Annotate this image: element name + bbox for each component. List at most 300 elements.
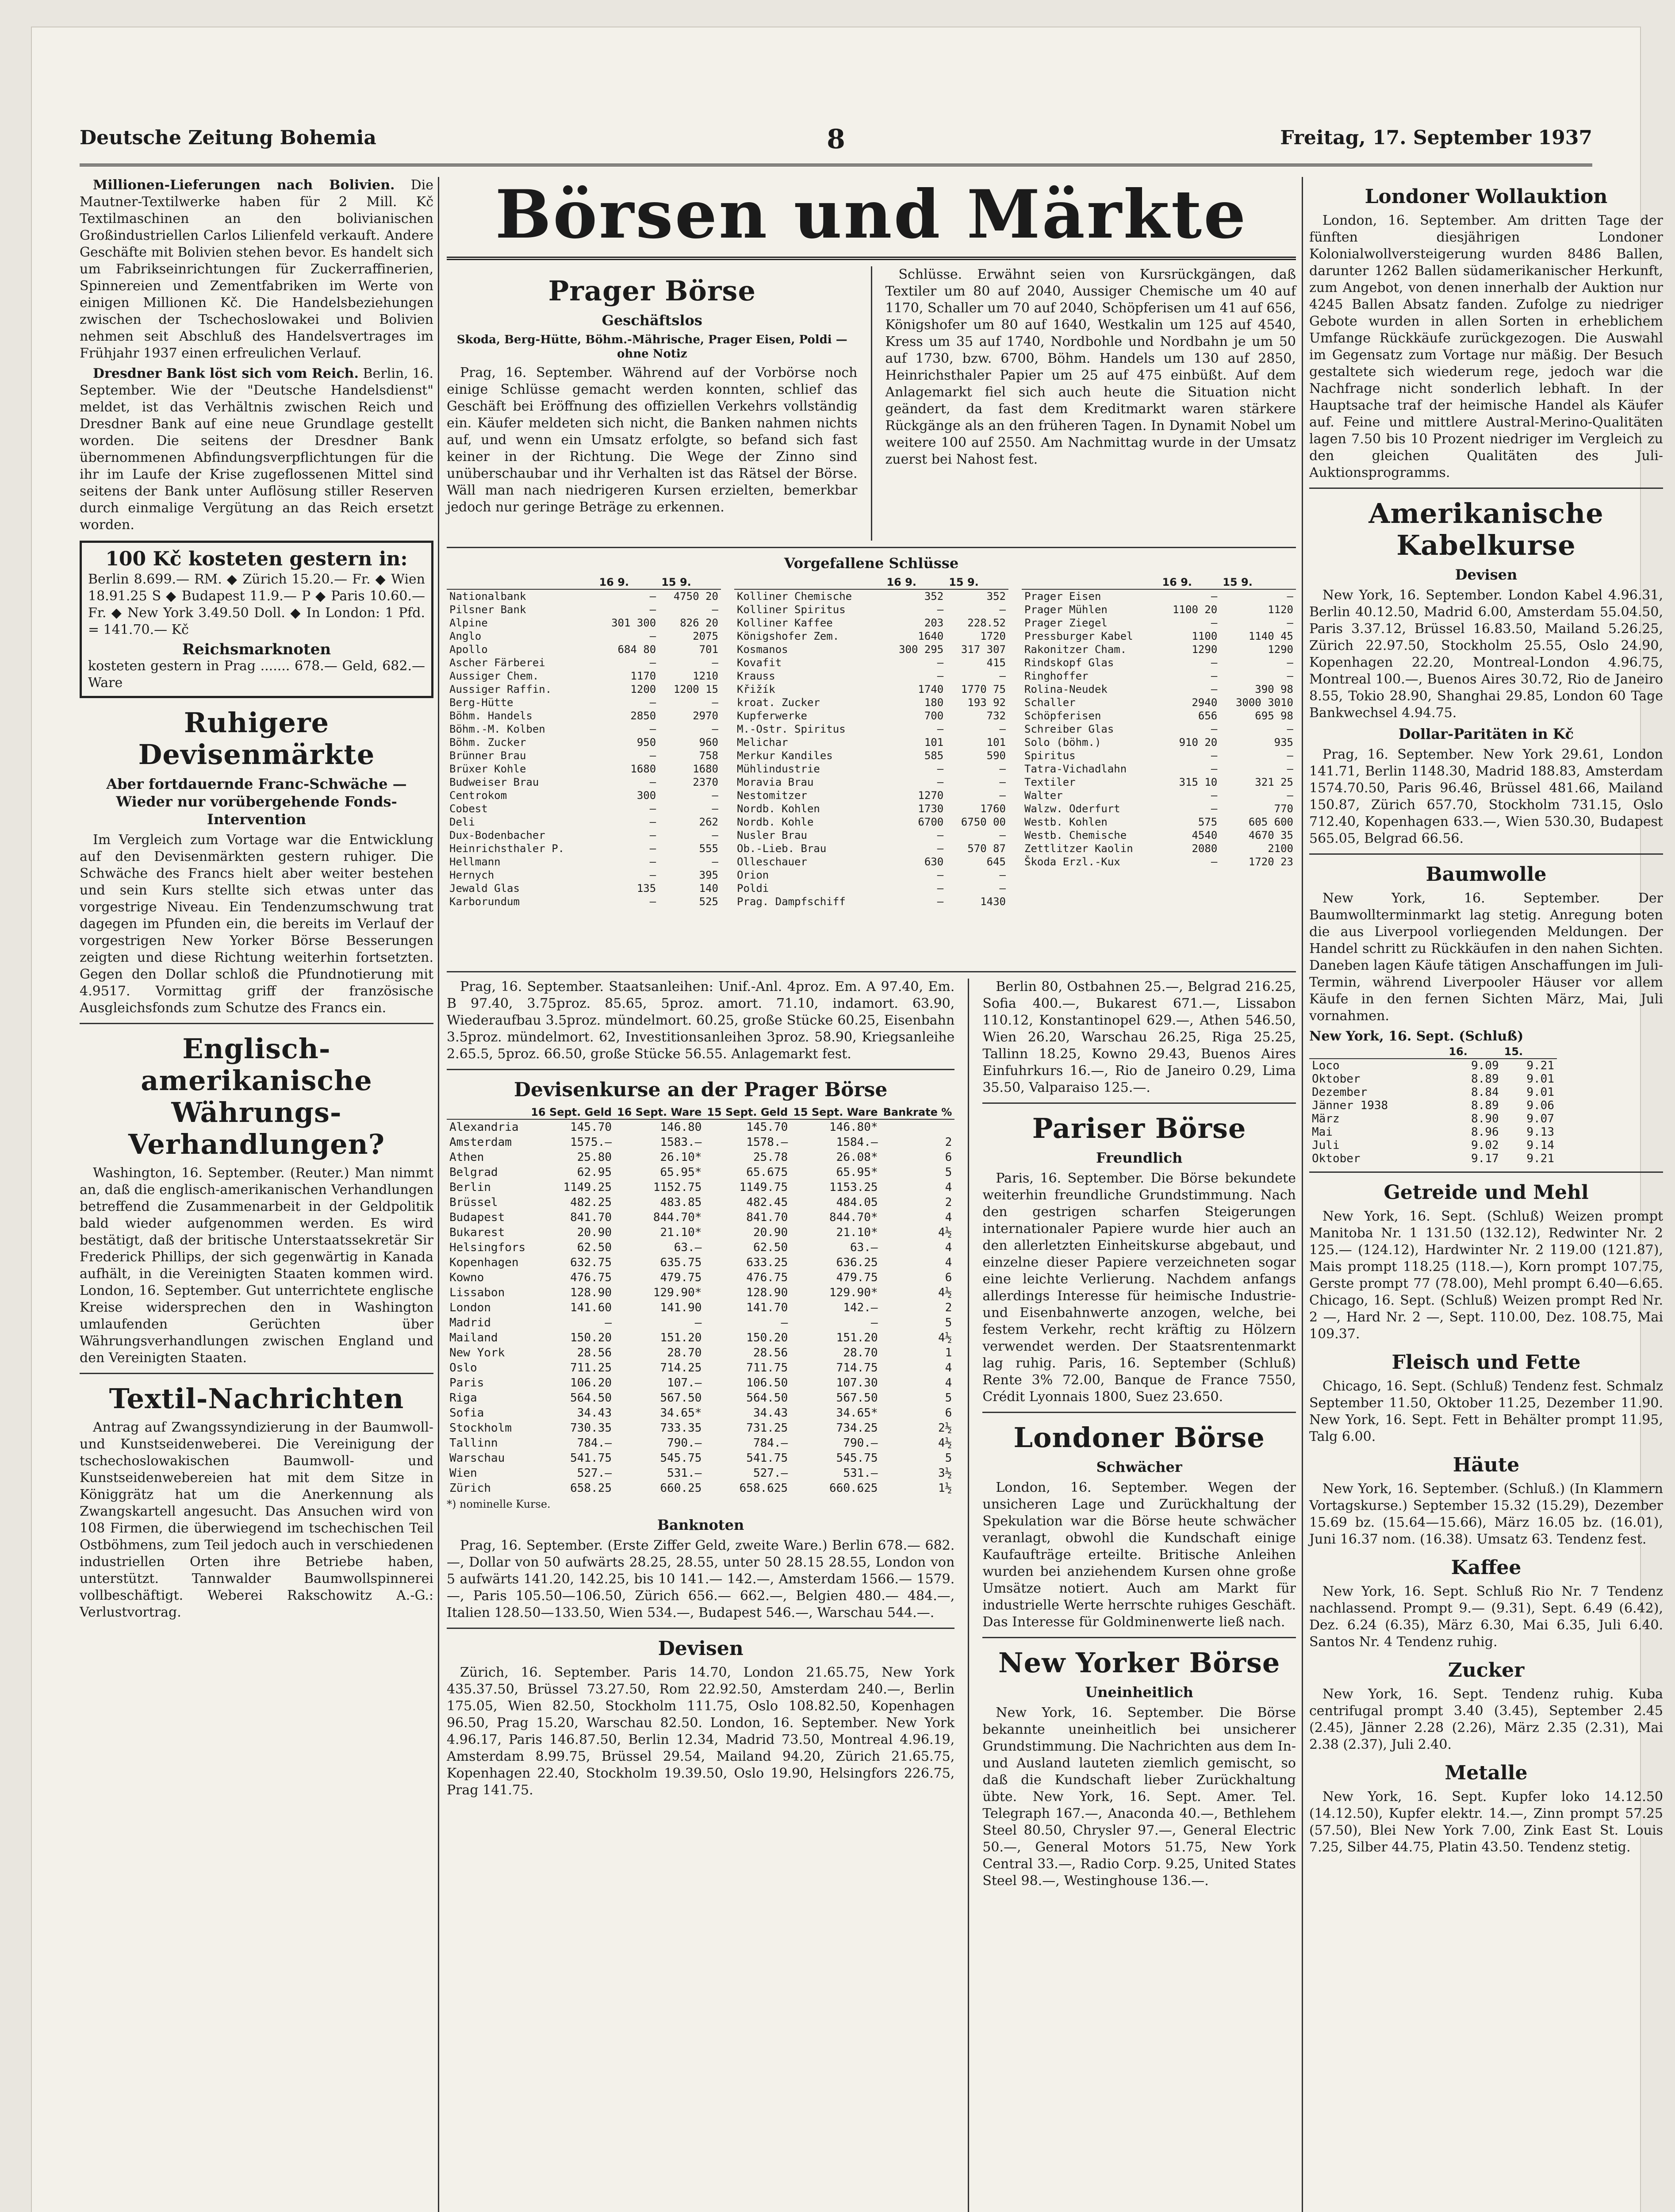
table-cell-value: 1680 <box>693 763 718 775</box>
closings-row <box>447 696 721 709</box>
table-cell-value: — <box>605 1316 612 1329</box>
closings-row <box>734 696 1008 709</box>
table-cell-value: 711.75 <box>746 1361 788 1375</box>
table-cell-value: — <box>649 829 656 841</box>
table-cell-value: — <box>712 696 718 709</box>
headline-prague: Prager Börse <box>548 275 756 307</box>
table-row-label: Amsterdam <box>449 1136 512 1149</box>
fx-row <box>447 1390 954 1406</box>
table-row-label: Alexandria <box>449 1121 519 1134</box>
table-row-label: Böhm. Zucker <box>449 736 526 749</box>
table-cell-value: 730.35 <box>570 1421 612 1435</box>
table-cell-value: 128.90 <box>570 1286 612 1299</box>
divider <box>982 1412 1296 1413</box>
table-cell-value: 950 <box>636 736 656 749</box>
table-cell-value: 65.95* <box>836 1166 878 1179</box>
table-cell-value: 141.90 <box>660 1301 702 1314</box>
table-cell-value: 129.90* <box>829 1286 878 1299</box>
headline-cotton: Baumwolle <box>1426 863 1547 886</box>
table-cell-value: 4670 35 <box>1248 829 1293 841</box>
table-cell-value: 395 <box>699 869 718 881</box>
table-cell-value: 6750 00 <box>961 816 1006 828</box>
closings-row <box>447 829 721 842</box>
table-cell-value: — <box>937 842 944 855</box>
closings-row <box>734 895 1008 908</box>
table-row-label: Ob.-Lieb. Brau <box>737 842 827 855</box>
table-cell-value: 841.70 <box>570 1211 612 1224</box>
table-cell-value: 2 <box>945 1136 952 1149</box>
cotton-row <box>1309 1099 1557 1112</box>
closings-row <box>734 882 1008 895</box>
fx-row <box>447 1135 954 1150</box>
table-cell-value: 732 <box>986 710 1006 722</box>
table-cell-value: 63.— <box>850 1241 878 1254</box>
table-cell-value: 630 <box>924 856 944 868</box>
closings-row <box>734 789 1008 802</box>
table-cell-value: — <box>649 856 656 868</box>
cotton-text: New York, 16. September. Der Baumwollterminmarkt lag stetig. Anregung boten die aus Liverpool vorliegenden Meldungen. Der Handel schritt zu Rückkäufen in den nahen Sichten. Daneben lagen Käufe tätigen Anschaffungen im Juli-Termin, während Liverpooler Häuser vor allem Käufe in den fernen Sichten März, Mai, Juli vornahmen. <box>1309 891 1663 1024</box>
table-cell-value: 1153.25 <box>829 1181 878 1194</box>
table-cell-value: 300 <box>636 789 656 802</box>
table-cell-value: — <box>937 895 944 908</box>
subhead-dollar-parity: Dollar-Paritäten in Kč <box>1398 726 1574 742</box>
fx-row <box>447 1451 954 1466</box>
table-cell-value: 107.— <box>667 1376 702 1390</box>
table-cell-value: — <box>937 882 944 895</box>
table-cell-value: 684 80 <box>617 643 656 656</box>
table-row-label: Kolliner Kaffee <box>737 617 833 629</box>
table-cell-value: — <box>937 869 944 881</box>
table-row-label: Rakonitzer Cham. <box>1024 643 1127 656</box>
table-cell-value: 9.09 <box>1471 1059 1499 1072</box>
table-row-label: Textiler <box>1024 776 1076 788</box>
page-number: 8 <box>827 124 845 155</box>
table-cell-value: 20.90 <box>577 1226 612 1239</box>
table-row-label: Spiritus <box>1024 749 1076 762</box>
table-cell-value: 62.50 <box>577 1241 612 1254</box>
table-cell-value: 150.20 <box>746 1331 788 1344</box>
table-row-label: Dux-Bodenbacher <box>449 829 545 841</box>
table-cell-value: 9.06 <box>1526 1099 1554 1112</box>
table-cell-value: 321 25 <box>1255 776 1293 788</box>
table-cell-value: 1170 <box>630 670 656 682</box>
headline-currency-talks: Englisch-amerikanische Währungs-Verhandlungen? <box>128 1033 385 1160</box>
table-cell-value: 4½ <box>938 1436 952 1450</box>
divider <box>982 1102 1296 1104</box>
subhead-prague-2: Skoda, Berg-Hütte, Böhm.-Mährische, Prager Eisen, Poldi — ohne Notiz <box>456 333 847 361</box>
closings-table-3: 16 9. 15 9. Prager Eisen — — Prager Mühlen 1100 20 1120 Prager Ziegel — — Pressburger Kabel 1100 1140 45 Rakonitzer Cham. 1290 1290 Rindskopf Glas — — Ringhoffer — — Rolina-Neudek — 390 98 Schaller 2940 3000 3010 Schöpferisen 656 695 98 Schreiber Glas — — Solo (böhm.) 910 20 935 Spiritus — — Tatra-Vichadlahn — — Textiler 315 10 321 25 Walter — — Walzw. Oderfurt — 770 Westb. Kohlen 575 605 600 Westb. Chemische 4540 4670 35 Zettlitzer Kaolin 2080 2100 Škoda Erzl.-Kux — 1720 23 <box>1022 576 1296 868</box>
closings-row <box>447 669 721 683</box>
table-cell-value: 701 <box>699 643 718 656</box>
table-cell-value: 770 <box>1274 803 1293 815</box>
table-cell-value: — <box>1211 617 1218 629</box>
closings-row <box>734 736 1008 749</box>
table-row-label: Apollo <box>449 643 488 656</box>
table-row-label: Ringhoffer <box>1024 670 1089 682</box>
closings-row <box>447 802 721 815</box>
closings-row <box>447 868 721 882</box>
closings-row <box>734 842 1008 855</box>
table-cell-value: 352 <box>986 590 1006 603</box>
table-cell-value: 2940 <box>1192 696 1218 709</box>
cable-devisen-text: New York, 16. September. London Kabel 4.96.31, Berlin 40.12.50, Madrid 6.00, Amsterdam 55.04.50, Paris 3.37.12, Brüssel 16.83.50, Mailand 5.26.25, Zürich 22.97.50, Stockholm 25.55, Oslo 24.90, Kopenhagen 22.20, Montreal-London 4.96.75, Montreal 100.—, Buenos Aires 30.72, Rio de Janeiro 8.55, Tokio 28.90, Shanghai 29.85, London 60 Tage Bankwechsel 4.94.75. <box>1309 588 1663 721</box>
table-cell-value: 605 600 <box>1248 816 1293 828</box>
cotton-quote-title: New York, 16. Sept. (Schluß) <box>1309 1029 1524 1044</box>
closings-row <box>447 895 721 908</box>
table-cell-value: 635.75 <box>660 1256 702 1269</box>
cotton-row <box>1309 1086 1557 1099</box>
table-cell-value: 844.70* <box>829 1211 878 1224</box>
divider <box>447 1069 954 1070</box>
meat-text: Chicago, 16. Sept. (Schluß) Tendenz fest. Schmalz September 11.50, Oktober 11.25, Dezember 11.90. New York, 16. Sept. Fett in Behälter prompt 11.95, Talg 6.00. <box>1309 1379 1663 1444</box>
fx-title: Devisenkurse an der Prager Börse <box>514 1079 888 1101</box>
table-cell-value: 4 <box>945 1376 952 1390</box>
table-row-label: Olleschauer <box>737 856 807 868</box>
subhead-prague: Geschäftslos <box>602 312 702 329</box>
table-cell-value: — <box>1287 763 1293 775</box>
cotton-row <box>1309 1152 1557 1165</box>
table-row-label: Kowno <box>449 1271 484 1284</box>
fx-row <box>447 1165 954 1180</box>
table-cell-value: — <box>649 869 656 881</box>
table-row-label: Aussiger Chem. <box>449 670 539 682</box>
divider <box>1309 853 1663 855</box>
cotton-row <box>1309 1112 1557 1125</box>
table-cell-value: 28.70 <box>667 1346 702 1359</box>
table-row-label: Prager Eisen <box>1024 590 1101 603</box>
closings-row <box>447 762 721 776</box>
table-cell-value: 1120 <box>1268 603 1293 616</box>
closings-row <box>447 882 721 895</box>
table-cell-value: 527.— <box>753 1467 788 1480</box>
closings-row <box>734 722 1008 736</box>
table-row-label: Rolina-Neudek <box>1024 683 1108 695</box>
table-cell-value: 415 <box>986 657 1006 669</box>
table-cell-value: 731.25 <box>746 1421 788 1435</box>
closings-row <box>734 669 1008 683</box>
table-row-label: Rindskopf Glas <box>1024 657 1114 669</box>
table-cell-value: 567.50 <box>836 1391 878 1405</box>
divider <box>447 547 1296 548</box>
table-cell-value: 2 <box>945 1301 952 1314</box>
table-cell-value: 146.80* <box>829 1121 878 1134</box>
table-cell-value: — <box>1287 590 1293 603</box>
table-cell-value: 20.90 <box>753 1226 788 1239</box>
closings-row <box>1022 669 1296 683</box>
table-cell-value: — <box>1211 670 1218 682</box>
table-cell-value: 26.10* <box>660 1151 702 1164</box>
table-row-label: Prager Mühlen <box>1024 603 1108 616</box>
table-cell-value: 733.35 <box>660 1421 702 1435</box>
closings-row <box>1022 842 1296 855</box>
table-cell-value: — <box>1287 749 1293 762</box>
table-cell-value: 8.89 <box>1471 1099 1499 1112</box>
table-row-label: London <box>449 1301 491 1314</box>
table-row-label: Königshofer Zem. <box>737 630 839 642</box>
table-row-label: Oktober <box>1312 1152 1361 1165</box>
prague-col-a <box>447 266 858 541</box>
closings-row <box>1022 589 1296 603</box>
table-cell-value: 1149.75 <box>739 1181 788 1194</box>
table-cell-value: 960 <box>699 736 718 749</box>
divider <box>1309 488 1663 489</box>
table-cell-value: 28.56 <box>753 1346 788 1359</box>
table-cell-value: 228.52 <box>967 617 1006 629</box>
table-cell-value: 151.20 <box>660 1331 702 1344</box>
table-row-label: Karborundum <box>449 895 520 908</box>
fx-row <box>447 1375 954 1390</box>
divider <box>80 1023 433 1024</box>
article-currency-talks: Washington, 16. September. (Reuter.) Man nimmt an, daß die englisch-amerikanischen Verhandlungen betreffend die Zusammenarbeit in der Geldpolitik bald wieder aufgenommen werden. Es wird bestätigt, daß der britische Unterstaatssekretär Sir Frederick Phillips, der sich gegenwärtig in Kanada aufhält, in die Vereinigten Staaten kommen wird. London, 16. September. Gut unterrichtete englische Kreise widersprechen den in Washington umlaufenden Gerüchten über Währungsverhandlungen zwischen England und den Vereinigten Staaten. <box>80 1165 433 1366</box>
closings-row <box>1022 656 1296 669</box>
table-cell-value: 2 <box>945 1196 952 1209</box>
closings-row <box>1022 709 1296 722</box>
table-cell-value: 106.50 <box>746 1376 788 1390</box>
table-row-label: Cobest <box>449 803 488 815</box>
table-cell-value: 21.10* <box>836 1226 878 1239</box>
table-row-label: Juli <box>1312 1139 1340 1152</box>
table-row-label: Křižík <box>737 683 775 695</box>
coffee-text: New York, 16. Sept. Schluß Rio Nr. 7 Tendenz nachlassend. Prompt 9.— (9.31), Sept. 6.49 (6.42), Dez. 6.24 (6.35), März 6.30, Mai 6.35, Juli 6.40. Santos Nr. 4 Tendenz ruhig. <box>1309 1584 1663 1650</box>
table-cell-value: 1640 <box>918 630 944 642</box>
table-cell-value: 790.— <box>667 1436 702 1450</box>
closings-row <box>1022 815 1296 829</box>
banknotes-title: Banknoten <box>657 1517 744 1533</box>
table-row-label: Kovafit <box>737 657 782 669</box>
table-row-label: Prager Ziegel <box>1024 617 1108 629</box>
closings-row <box>734 762 1008 776</box>
exchange-box-subtitle: Reichsmarknoten <box>182 641 331 658</box>
table-row-label: Alpine <box>449 617 488 629</box>
table-row-label: Westb. Kohlen <box>1024 816 1108 828</box>
closings-row <box>734 616 1008 630</box>
table-cell-value: 21.10* <box>660 1226 702 1239</box>
closings-row <box>1022 643 1296 656</box>
table-cell-value: 2370 <box>693 776 718 788</box>
table-cell-value: — <box>781 1316 788 1329</box>
subhead-cable-devisen: Devisen <box>1455 566 1518 583</box>
table-cell-value: 1575.— <box>570 1136 612 1149</box>
table-row-label: Böhm.-M. Kolben <box>449 723 545 735</box>
table-cell-value: 479.75 <box>660 1271 702 1284</box>
table-cell-value: 482.25 <box>570 1196 612 1209</box>
closings-tables <box>447 576 1296 965</box>
table-cell-value: 150.20 <box>570 1331 612 1344</box>
table-cell-value: 660.625 <box>829 1482 878 1495</box>
table-cell-value: 1770 75 <box>961 683 1006 695</box>
table-cell-value: 5 <box>945 1452 952 1465</box>
table-row-label: Berlin <box>449 1181 491 1194</box>
table-row-label: Moravia Brau <box>737 776 814 788</box>
table-cell-value: — <box>649 749 656 762</box>
table-cell-value: 8.96 <box>1471 1125 1499 1139</box>
lower-middle <box>447 979 1296 2212</box>
prague-text-a: Prag, 16. September. Während auf der Vorbörse noch einige Schlüsse gemacht werden konnten, schlief das Geschäft bei Eröffnung des offiziellen Verkehrs vollständig ein. Käufer meldeten sich nicht, die Banken nahmen nichts auf, und wenn ein Umsatz erfolgte, so befand sich fast keiner in der Richtung. Die Wege der Zinno sind unüberschaubar und ihr Verhalten ist das Rätsel der Börse. Wäll man nach niedrigeren Kursen erzielten, bemerkbar jedoch nur geringe Beträge zu erkennen. <box>447 365 858 515</box>
table-row-label: Warschau <box>449 1452 505 1465</box>
table-cell-value: 193 92 <box>967 696 1006 709</box>
table-cell-value: 28.56 <box>577 1346 612 1359</box>
fx-row <box>447 1240 954 1255</box>
table-cell-value: 784.— <box>753 1436 788 1450</box>
closings-row <box>1022 749 1296 762</box>
headline-devisen: Ruhigere Devisenmärkte <box>138 707 375 771</box>
table-cell-value: 8.89 <box>1471 1072 1499 1086</box>
prague-text-b: Schlüsse. Erwähnt seien von Kursrückgängen, daß Textiler um 80 auf 2040, Aussiger Chemische um 40 auf 1170, Schaller um 70 auf 2040, Schöpferisen um 41 auf 656, Königshofer um 80 auf 1640, Westkalin um 125 auf 4540, Kress um 35 auf 1740, Nordbohle und Nordbahn je um 50 auf 1730, bzw. 6700, Böhm. Handels um 130 auf 2850, Heinrichsthaler Papier um 25 auf 475 einbüßt. Auf dem Anlagemarkt fiel sich auch heute die Situation nicht geändert, da fast dem Kreditmarkt waren stärkere Rückgänge als an den früheren Tagen. In Dynamit Nobel um weitere 100 auf 2550. Am Nachmittag wurde in der Umsatz zuerst bei Nahost fest. <box>885 267 1296 467</box>
table-row-label: Brüxer Kohle <box>449 763 526 775</box>
table-cell-value: 1200 15 <box>673 683 718 695</box>
fx-row <box>447 1180 954 1195</box>
table-cell-value: 1578.— <box>746 1136 788 1149</box>
table-cell-value: 145.70 <box>746 1121 788 1134</box>
table-cell-value: 352 <box>924 590 944 603</box>
divider <box>447 1628 954 1629</box>
headline-wool: Londoner Wollauktion <box>1365 185 1608 208</box>
table-cell-value: — <box>1287 789 1293 802</box>
table-cell-value: — <box>999 670 1006 682</box>
table-cell-value: 62.50 <box>753 1241 788 1254</box>
table-cell-value: 6 <box>945 1151 952 1164</box>
closings-row <box>447 842 721 855</box>
table-cell-value: — <box>649 842 656 855</box>
closings-row <box>734 683 1008 696</box>
table-cell-value: — <box>1211 749 1218 762</box>
london-text: London, 16. September. Wegen der unsicheren Lage und Zurückhaltung der Spekulation war die Börse heute schwächer veranlagt, obwohl die Kundschaft einige Kaufaufträge erteilte. Britische Anleihen wurden bei anziehendem Kursen ohne große Umsätze notiert. Auch am Markt für industrielle Werte herrschte ruhiges Geschäft. Das Interesse für Goldminenwerte ließ nach. <box>982 1480 1296 1630</box>
table-cell-value: 484.05 <box>836 1196 878 1209</box>
table-cell-value: 4½ <box>938 1286 952 1299</box>
table-cell-value: 525 <box>699 895 718 908</box>
column-rule <box>968 979 969 2212</box>
table-cell-value: 1270 <box>918 789 944 802</box>
wool-text: London, 16. September. Am dritten Tage der fünften diesjährigen Londoner Kolonialwollversteigerung wurden 8486 Ballen, darunter 1262 Ballen südamerikanischer Herkunft, zum Angebot, von denen innerhalb der Auktion nur 4245 Ballen Absatz fanden. Zufolge zu niedriger Gebote wurden in allen Sorten in erheblichem Umfange Rückkäufe zurückgezogen. Die Auswahl im Gegensatz zum Vortage nur mäßig. Der Besuch gestaltete sich wiederum rege, jedoch war die Nachfrage nicht sonderlich lebhaft. In der Hauptsache traf der heimische Handel als Käufer auf. Feine und mittlere Austral-Merino-Qualitäten lagen 7.50 bis 10 Prozent niedriger im Vergleich zu den gleichen Qualitäten des Juli-Auktionsprogramms. <box>1309 213 1663 480</box>
newspaper-page <box>31 27 1663 2212</box>
table-cell-value: — <box>999 723 1006 735</box>
table-cell-value: 63.— <box>674 1241 702 1254</box>
table-cell-value: 1½ <box>938 1482 952 1495</box>
table-row-label: Oktober <box>1312 1072 1361 1086</box>
table-cell-value: — <box>937 776 944 788</box>
table-cell-value: 1100 20 <box>1173 603 1218 616</box>
table-row-label: Budapest <box>449 1211 505 1224</box>
closings-row <box>734 643 1008 656</box>
table-row-label: Walter <box>1024 789 1063 802</box>
table-cell-value: — <box>937 603 944 616</box>
fx-row <box>447 1270 954 1285</box>
column-rule <box>871 266 872 541</box>
closings-table-1: 16 9. 15 9. Nationalbank — 4750 20 Pilsner Bank — — Alpine 301 300 826 20 Anglo — 2075 Apollo 684 80 701 Ascher Färberei — — Aussiger Chem. 1170 1210 Aussiger Raffin. 1200 1200 15 Berg-Hütte — — Böhm. Handels 2850 2970 Böhm.-M. Kolben — — Böhm. Zucker 950 960 Brünner Brau — 758 Brüxer Kohle 1680 1680 Budweiser Brau — 2370 Centrokom 300 — Cobest — — Deli — 262 Dux-Bodenbacher — — Heinrichsthaler P. — 555 Hellmann — — Hernych — 395 Jewald Glas 135 140 Karborundum — 525 <box>447 576 721 908</box>
table-cell-value: 541.75 <box>570 1452 612 1465</box>
lower-middle-right <box>982 979 1296 2212</box>
cotton-row <box>1309 1059 1557 1072</box>
table-cell-value: 844.70* <box>653 1211 702 1224</box>
table-cell-value: 106.20 <box>570 1376 612 1390</box>
table-cell-value: — <box>937 670 944 682</box>
divider <box>982 1637 1296 1638</box>
markets-section <box>447 177 1296 2212</box>
table-cell-value: 531.— <box>667 1467 702 1480</box>
fx-row <box>447 1330 954 1345</box>
table-cell-value: 1730 <box>918 803 944 815</box>
closings-row <box>734 815 1008 829</box>
table-cell-value: — <box>712 829 718 841</box>
exchange-box-title: 100 Kč kosteten gestern in: <box>105 548 408 570</box>
headline-cable: Amerikanische Kabelkurse <box>1368 497 1604 561</box>
prague-report <box>447 266 1296 541</box>
table-cell-value: 65.675 <box>746 1166 788 1179</box>
table-cell-value: — <box>1211 856 1218 868</box>
headline-coffee: Kaffee <box>1451 1556 1522 1579</box>
subhead-newyork: Uneinheitlich <box>1085 1684 1193 1701</box>
headline-meat: Fleisch und Fette <box>1391 1351 1581 1374</box>
table-cell-value: 146.80 <box>660 1121 702 1134</box>
table-row-label: Stockholm <box>449 1421 512 1435</box>
table-row-label: Mailand <box>449 1331 498 1344</box>
table-cell-value: 482.45 <box>746 1196 788 1209</box>
table-cell-value: 1 <box>945 1346 952 1359</box>
table-row-label: Schöpferisen <box>1024 710 1101 722</box>
table-cell-value: 140 <box>699 882 718 895</box>
table-cell-value: 9.21 <box>1526 1152 1554 1165</box>
closings-row <box>1022 802 1296 815</box>
table-row-label: Aussiger Raffin. <box>449 683 552 695</box>
table-cell-value: 633.25 <box>746 1256 788 1269</box>
table-row-label: Mai <box>1312 1125 1333 1139</box>
table-row-label: Walzw. Oderfurt <box>1024 803 1120 815</box>
table-cell-value: 135 <box>636 882 656 895</box>
table-row-label: Mühlindustrie <box>737 763 820 775</box>
table-row-label: Belgrad <box>449 1166 498 1179</box>
closings-row <box>734 749 1008 762</box>
lower-middle-left <box>447 979 954 2212</box>
table-cell-value: — <box>999 776 1006 788</box>
prague-col-b <box>885 266 1296 541</box>
table-cell-value: 9.14 <box>1526 1139 1554 1152</box>
table-row-label: Berg-Hütte <box>449 696 514 709</box>
table-cell-value: 1152.75 <box>653 1181 702 1194</box>
table-cell-value: — <box>937 723 944 735</box>
table-row-label: Tallinn <box>449 1436 498 1450</box>
table-cell-value: 483.85 <box>660 1196 702 1209</box>
table-cell-value: 180 <box>924 696 944 709</box>
table-cell-value: 527.— <box>577 1467 612 1480</box>
table-row-label: Athen <box>449 1151 484 1164</box>
table-cell-value: 262 <box>699 816 718 828</box>
table-cell-value: 145.70 <box>570 1121 612 1134</box>
devisen-text: Zürich, 16. September. Paris 14.70, London 21.65.75, New York 435.37.50, Brüssel 73.27.50, Rom 22.92.50, Amsterdam 240.—, Berlin 175.05, Wien 82.50, Stockholm 111.75, Oslo 108.82.50, Kopenhagen 96.50, Prag 15.20, Warschau 82.50. London, 16. September. New York 4.96.17, Paris 146.87.50, Berlin 12.34, Madrid 73.50, Montreal 4.96.19, Amsterdam 8.99.75, Brüssel 29.54, Mailand 94.20, Zürich 21.65.75, Kopenhagen 22.40, Stockholm 19.39.50, Oslo 19.90, Helsingfors 226.75, Prag 141.75. <box>447 1665 955 1798</box>
table-row-label: Kopenhagen <box>449 1256 519 1269</box>
table-cell-value: 541.75 <box>746 1452 788 1465</box>
table-cell-value: 714.25 <box>660 1361 702 1375</box>
table-cell-value: 1760 <box>980 803 1006 815</box>
table-cell-value: 2½ <box>938 1421 952 1435</box>
closings-row <box>447 683 721 696</box>
headline-textile: Textil-Nachrichten <box>109 1382 404 1415</box>
table-row-label: Wien <box>449 1467 477 1480</box>
article-devisen: Im Vergleich zum Vortage war die Entwicklung auf den Devisenmärkten gestern ruhiger. Die Schwäche des Francs hielt aber weiter bestehen und sein Kurs stellte sich etwas unter das vorgestrige Niveau. Ein Tendenzumschwung trat dagegen im Pfunden ein, die bereits im Verlauf der vorgestrigen New Yorker Börse Besserungen zeigten und diese Richtung weiterhin fortsetzten. Gegen den Dollar schloß die Pfundnotierung mit 4.9517. Vormittag griff der französische Ausgleichsfonds zum Schutze des Francs ein. <box>80 832 433 1016</box>
table-cell-value: 129.90* <box>653 1286 702 1299</box>
table-row-label: Poldi <box>737 882 769 895</box>
table-cell-value: 141.60 <box>570 1301 612 1314</box>
table-row-label: Solo (böhm.) <box>1024 736 1101 749</box>
table-cell-value: 564.50 <box>570 1391 612 1405</box>
fx-row <box>447 1210 954 1225</box>
column-rule <box>1302 177 1303 2212</box>
table-cell-value: 2075 <box>693 630 718 642</box>
closings-row <box>447 656 721 669</box>
table-row-label: Orion <box>737 869 769 881</box>
closings-row <box>734 802 1008 815</box>
table-cell-value: 4 <box>945 1241 952 1254</box>
fx-row <box>447 1300 954 1315</box>
